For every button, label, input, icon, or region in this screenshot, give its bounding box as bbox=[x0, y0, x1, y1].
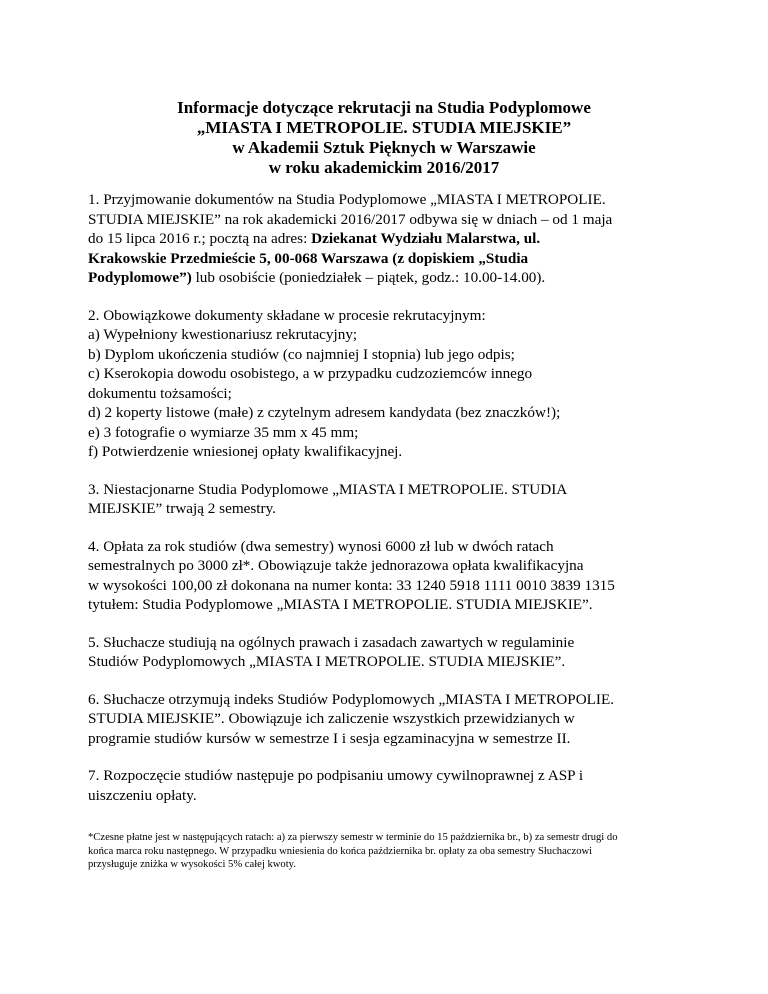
p7-line-1: 7. Rozpoczęcie studiów następuje po podpisaniu umowy cywilnoprawnej z ASP i bbox=[88, 767, 584, 784]
p2-item-c-line-2: dokumentu tożsamości; bbox=[88, 384, 232, 402]
paragraph-7 bbox=[88, 766, 688, 805]
paragraph-6 bbox=[88, 690, 688, 749]
p2-item-e: e) 3 fotografie o wymiarze 35 mm x 45 mm; bbox=[88, 423, 359, 441]
paragraph-1 bbox=[88, 190, 688, 288]
p2-heading: 2. Obowiązkowe dokumenty składane w procesie rekrutacyjnym: bbox=[88, 306, 486, 324]
p3-line-2: MIEJSKIE” trwają 2 semestry. bbox=[88, 500, 276, 517]
p2-item-a: a) Wypełniony kwestionariusz rekrutacyjny; bbox=[88, 326, 358, 343]
p4-line-1: 4. Opłata za rok studiów (dwa semestry) wynosi 6000 zł lub w dwóch ratach bbox=[88, 537, 554, 555]
p4-line-2: semestralnych po 3000 zł*. Obowiązuje także jednorazowa opłata kwalifikacyjna bbox=[88, 557, 584, 574]
paragraph-5 bbox=[88, 633, 688, 672]
p6-line-2: STUDIA MIEJSKIE”. Obowiązuje ich zaliczenie wszystkich przewidzianych w bbox=[88, 710, 575, 727]
footnote-line-1: *Czesne płatne jest w następujących ratach: a) za pierwszy semestr w terminie do 15 października br., b) za semestr drugi do bbox=[88, 832, 618, 843]
p2-item-f: f) Potwierdzenie wniesionej opłaty kwalifikacyjnej. bbox=[88, 443, 403, 460]
title-line-2: „MIASTA I METROPOLIE. STUDIA MIEJSKIE” bbox=[196, 118, 572, 137]
p2-item-d: d) 2 koperty listowe (małe) z czytelnym adresem kandydata (bez znaczków!); bbox=[88, 404, 561, 421]
p7-line-2: uiszczeniu opłaty. bbox=[88, 786, 197, 804]
p1-line-1: 1. Przyjmowanie dokumentów na Studia Podyplomowe „MIASTA I METROPOLIE. bbox=[88, 191, 606, 208]
p1-address-bold-3: Podyplomowe”) bbox=[88, 269, 192, 286]
p1-address-bold-2: Krakowskie Przedmieście 5, 00-068 Warszawa (z dopiskiem „Studia bbox=[88, 249, 529, 267]
p5-line-2: Studiów Podyplomowych „MIASTA I METROPOLIE. STUDIA MIEJSKIE”. bbox=[88, 653, 566, 670]
footnote-line-2: końca marca roku następnego. W przypadku wniesienia do końca października br. opłaty za oba semestry Słuchaczowi bbox=[88, 845, 593, 857]
paragraph-2 bbox=[88, 306, 688, 462]
p1-line-5 bbox=[88, 268, 688, 288]
title-line-1: Informacje dotyczące rekrutacji na Studia Podyplomowe bbox=[177, 98, 591, 117]
p1-address-bold-1: Dziekanat Wydziału Malarstwa, ul. bbox=[311, 230, 541, 247]
p6-line-3: programie studiów kursów w semestrze I i sesja egzaminacyjna w semestrze II. bbox=[88, 729, 571, 747]
footnote-line-3: przysługuje zniżka w wysokości 5% całej kwoty. bbox=[88, 859, 296, 870]
p2-item-b: b) Dyplom ukończenia studiów (co najmniej I stopnia) lub jego odpis; bbox=[88, 345, 515, 363]
paragraph-4 bbox=[88, 537, 688, 615]
p1-line-3 bbox=[88, 229, 688, 249]
footnote bbox=[88, 831, 688, 872]
p5-line-1: 5. Słuchacze studiują na ogólnych prawach i zasadach zawartych w regulaminie bbox=[88, 633, 575, 651]
p4-line-4: tytułem: Studia Podyplomowe „MIASTA I METROPOLIE. STUDIA MIEJSKIE”. bbox=[88, 596, 593, 613]
document-body bbox=[88, 190, 688, 823]
p6-line-1: 6. Słuchacze otrzymują indeks Studiów Podyplomowych „MIASTA I METROPOLIE. bbox=[88, 690, 615, 708]
p1-line-2: STUDIA MIEJSKIE” na rok akademicki 2016/2017 odbywa się w dniach – od 1 maja bbox=[88, 210, 613, 228]
paragraph-3 bbox=[88, 480, 688, 519]
p3-line-1: 3. Niestacjonarne Studia Podyplomowe „MIASTA I METROPOLIE. STUDIA bbox=[88, 480, 568, 498]
p1-line-5-text: lub osobiście (poniedziałek – piątek, godz.: 10.00-14.00). bbox=[191, 269, 546, 286]
title-line-4: w roku akademickim 2016/2017 bbox=[268, 158, 500, 177]
p1-line-3-text: do 15 lipca 2016 r.; pocztą na adres: bbox=[88, 230, 312, 247]
p2-item-c-line-1: c) Kserokopia dowodu osobistego, a w przypadku cudzoziemców innego bbox=[88, 365, 533, 382]
document-title bbox=[88, 98, 680, 178]
p4-line-3: w wysokości 100,00 zł dokonana na numer konta: 33 1240 5918 1111 0010 3839 1315 bbox=[88, 576, 615, 594]
title-line-3: w Akademii Sztuk Pięknych w Warszawie bbox=[232, 138, 536, 157]
